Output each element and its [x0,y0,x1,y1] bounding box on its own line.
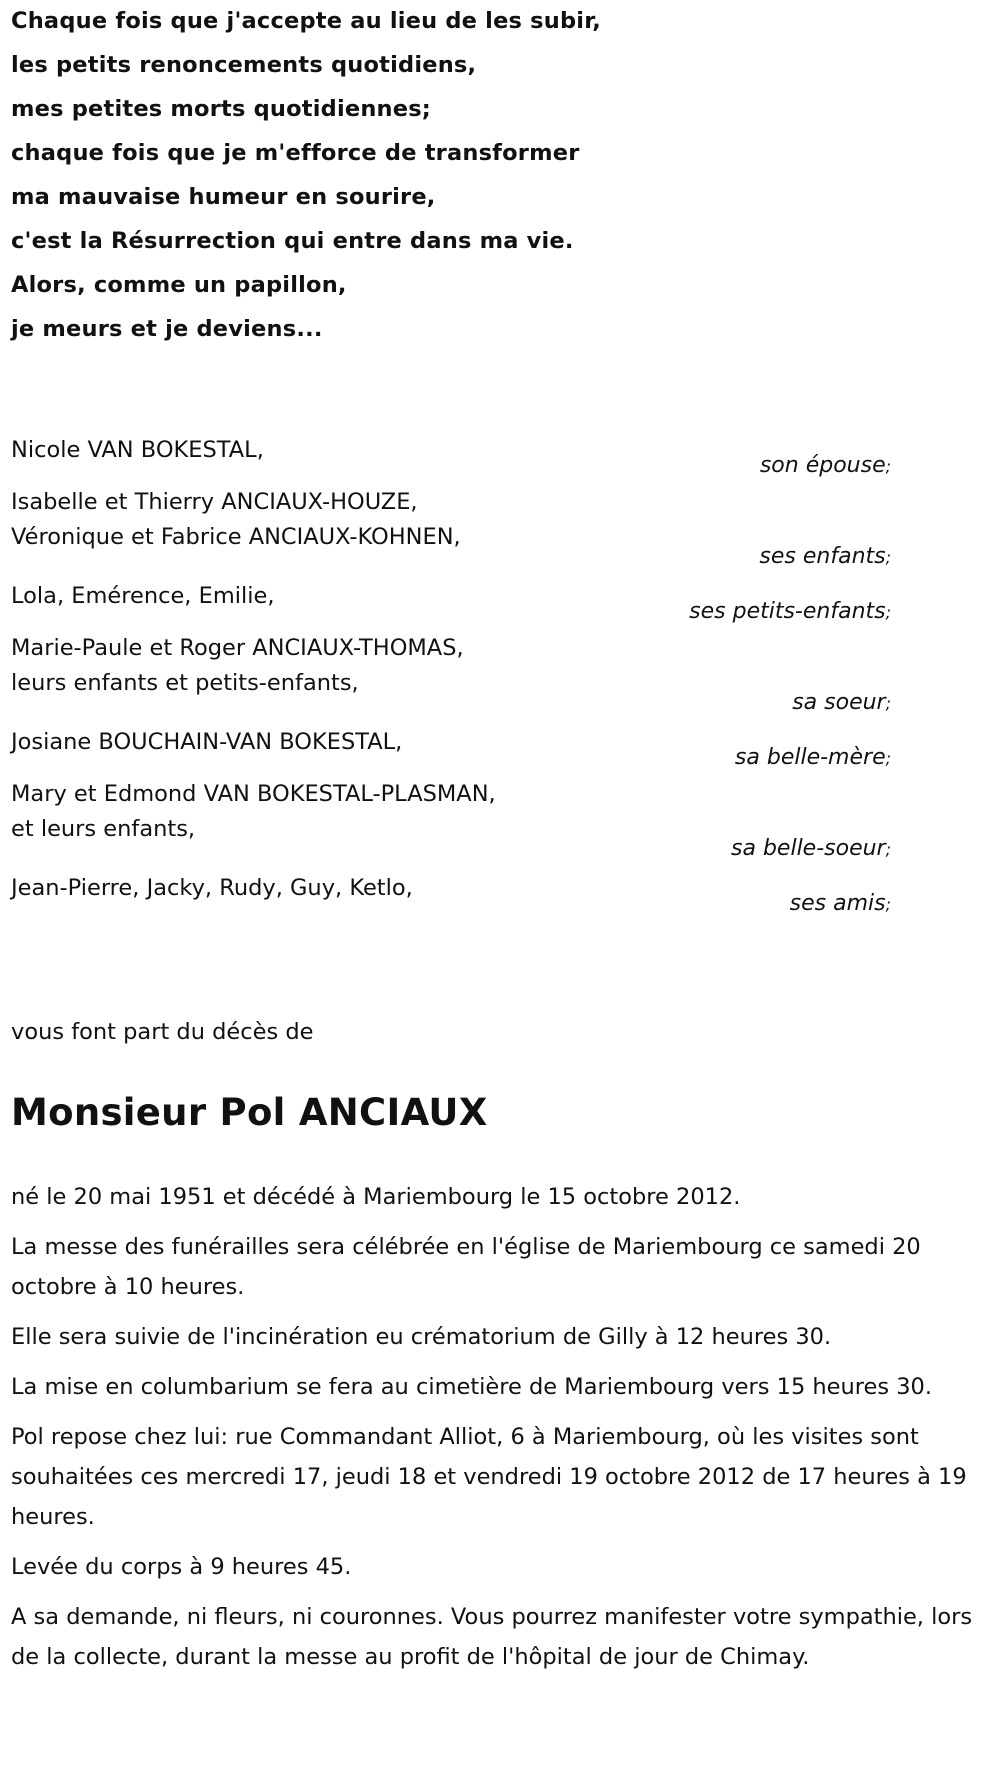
family-entry [11,576,889,631]
detail-paragraph: Levée du corps à 9 heures 45. [11,1554,352,1580]
family-entry [11,430,889,485]
family-entry [11,868,889,923]
detail-paragraph: La mise en columbarium se fera au cimetière de Mariembourg vers 15 heures 30. [11,1374,933,1400]
relation-text: sa belle-mère [734,745,886,770]
poem-line: c'est la Résurrection qui entre dans ma vie. [11,228,574,254]
poem [11,6,671,358]
family-entry [11,631,889,722]
poem-line: mes petites morts quotidiennes; [11,96,431,122]
family-entry [11,485,889,576]
detail-paragraph: né le 20 mai 1951 et décédé à Mariembourg le 15 octobre 2012. [11,1184,741,1210]
relation-text: ses amis [789,891,886,916]
family-names: Isabelle et Thierry ANCIAUX-HOUZE, Véronique et Fabrice ANCIAUX-KOHNEN, [11,489,461,550]
relation-separator: ; [885,694,891,713]
announcement-text: vous font part du décès de [11,1019,314,1045]
family-relation [731,836,891,861]
poem-line: ma mauvaise humeur en sourire, [11,184,436,210]
poem-line: Alors, comme un papillon, [11,272,347,298]
detail-paragraph: Elle sera suivie de l'incinération eu crématorium de Gilly à 12 heures 30. [11,1324,832,1350]
family-list [11,430,889,923]
relation-separator: ; [885,895,891,914]
family-names: Jean-Pierre, Jacky, Rudy, Guy, Ketlo, [11,875,413,901]
family-names: Mary et Edmond VAN BOKESTAL-PLASMAN, et leurs enfants, [11,781,496,842]
family-relation [760,453,891,478]
relation-separator: ; [885,457,891,476]
relation-separator: ; [885,840,891,859]
poem-line: Chaque fois que j'accepte au lieu de les subir, [11,8,601,34]
relation-text: sa belle-soeur [731,836,886,861]
detail-paragraph: La messe des funérailles sera célébrée en l'église de Mariembourg ce samedi 20 octobre à 10 heures. [11,1234,921,1300]
family-entry [11,777,889,868]
detail-paragraph: Pol repose chez lui: rue Commandant Alliot, 6 à Mariembourg, où les visites sont souhaitées ces mercredi 17, jeudi 18 et vendredi 19 octobre 2012 de 17 heures à 19 heures. [11,1424,967,1530]
family-entry [11,722,889,777]
family-names: Lola, Emérence, Emilie, [11,583,275,609]
detail-paragraph: A sa demande, ni fleurs, ni couronnes. Vous pourrez manifester votre sympathie, lors de la collecte, durant la messe au profit de l'hôpital de jour de Chimay. [11,1604,973,1670]
poem-line: je meurs et je deviens... [11,316,323,342]
relation-text: son épouse [759,453,886,478]
relation-text: sa soeur [792,690,886,715]
funeral-details [11,1177,986,1687]
family-relation [790,891,891,916]
relation-separator: ; [885,603,891,622]
poem-line: chaque fois que je m'efforce de transformer [11,140,580,166]
relation-separator: ; [885,749,891,768]
family-relation [792,690,891,715]
deceased-name: Monsieur Pol ANCIAUX [11,1091,488,1134]
family-names: Marie-Paule et Roger ANCIAUX-THOMAS, leurs enfants et petits-enfants, [11,635,464,696]
family-relation [735,745,891,770]
family-names: Josiane BOUCHAIN-VAN BOKESTAL, [11,729,403,755]
relation-text: ses enfants [759,544,886,569]
poem-line: les petits renoncements quotidiens, [11,52,477,78]
family-relation [689,599,891,624]
family-names: Nicole VAN BOKESTAL, [11,437,264,463]
relation-text: ses petits-enfants [689,599,886,624]
family-relation [759,544,891,569]
relation-separator: ; [885,548,891,567]
